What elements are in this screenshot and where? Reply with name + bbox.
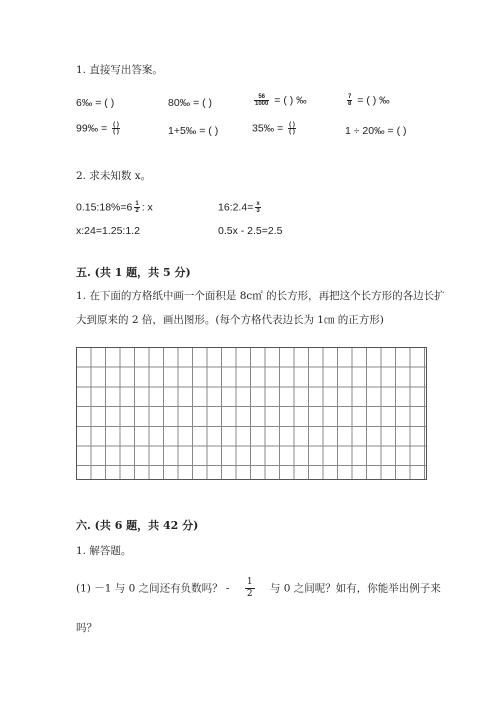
- fraction: $\frac{x}{3}$: [256, 201, 260, 214]
- equation-2: 16:2.4= $\frac{x}{3}$: [218, 201, 260, 214]
- section-6-question-1-line-1: (1) －1 与 0 之间还有负数吗？ - $\frac{1}{2}$ 与 0 之间呢？如有，你能举出例子来: [76, 577, 441, 599]
- fraction: $\frac{1}{2}$: [246, 577, 253, 599]
- q1-item-8: 1 ÷ 20‰ = ( ): [345, 125, 407, 137]
- section-6-question-1-title: 1. 解答题。: [76, 545, 132, 557]
- fraction: $\frac{( )}{( )}$: [289, 122, 295, 135]
- equation-1: 0.15:18%=6 $\frac{1}{2}$ : x: [76, 201, 153, 214]
- equation-4: 0.5x - 2.5=2.5: [218, 225, 283, 237]
- section-5-question-line-1: 1. 在下面的方格纸中画一个面积是 8c㎡ 的长方形，再把这个长方形的各边长扩: [76, 290, 445, 302]
- section-6-question-1-line-2: 吗？: [76, 622, 97, 634]
- section-5-question-line-2: 大到原来的 2 倍，画出图形。(每个方格代表边长为 1㎝ 的正方形): [76, 314, 384, 326]
- fraction: $\frac{56}{1000}$: [255, 94, 269, 107]
- q1-item-7: 35‰ = $\frac{( )}{( )}$: [252, 122, 295, 135]
- section-6-heading: 六. (共 6 题，共 42 分): [76, 519, 199, 532]
- q1-item-6: 1+5‰ = ( ): [168, 125, 219, 137]
- fraction: $\frac{7}{8}$: [348, 94, 352, 107]
- q1-item-2: 80‰ = ( ): [168, 97, 213, 109]
- section-5-heading: 五. (共 1 题，共 5 分): [76, 266, 191, 279]
- equation-3: x:24=1.25:1.2: [76, 225, 140, 237]
- question-1-title: 1. 直接写出答案。: [76, 64, 163, 76]
- q1-item-5: 99‰ = $\frac{( )}{( )}$: [76, 122, 119, 135]
- q1-item-1: 6‰ = ( ): [76, 97, 115, 109]
- q1-item-4: $\frac{7}{8}$ = ( ) ‰: [348, 94, 390, 107]
- fraction: $\frac{1}{2}$: [135, 201, 139, 214]
- fraction: $\frac{( )}{( )}$: [113, 122, 119, 135]
- q1-item-3: $\frac{56}{1000}$ = ( ) ‰: [255, 94, 307, 107]
- square-grid-paper[interactable]: [76, 347, 427, 480]
- question-2-title: 2. 求未知数 x。: [76, 170, 152, 182]
